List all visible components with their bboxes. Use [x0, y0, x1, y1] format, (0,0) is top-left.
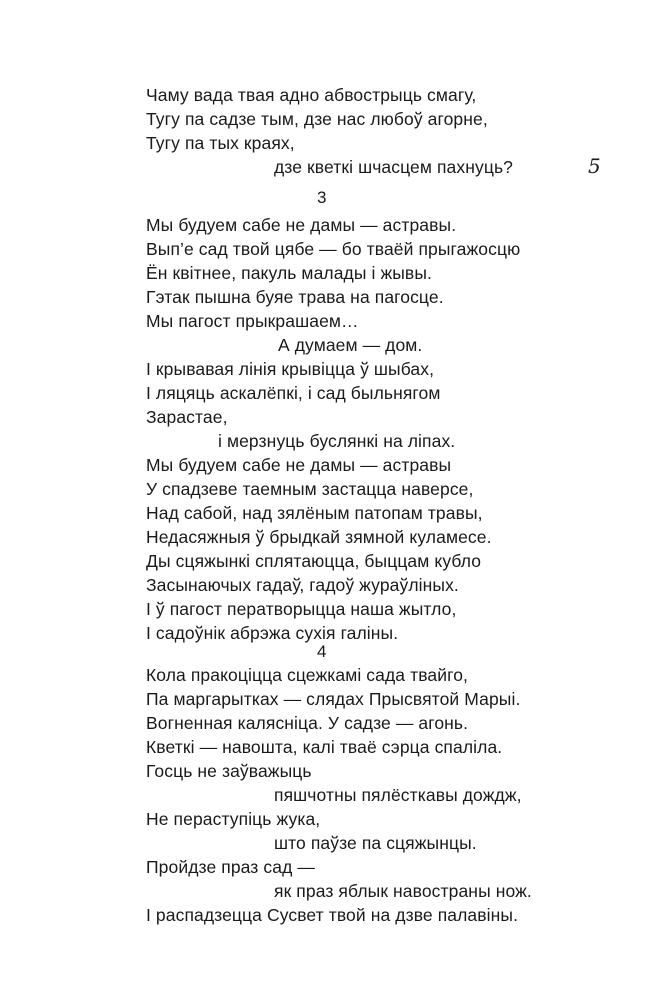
- poem-line: А думаем — дом.: [278, 335, 423, 355]
- poem-line: Засынаючых гадаў, гадоў жураўліных.: [146, 575, 459, 595]
- poem-line: І ляцяць аскалёпкі, і сад быльнягом: [146, 383, 441, 403]
- poem-line: Па маргарытках — слядах Прысвятой Марыі.: [146, 689, 521, 709]
- poem-line: Зарастае,: [146, 407, 228, 427]
- poem-line: дзе кветкі шчасцем пахнуць?: [274, 157, 514, 177]
- poem-line: Не пераступіць жука,: [146, 809, 321, 829]
- poem-line: Вып’е сад твой цябе — бо тваёй прыгажосцю: [146, 239, 521, 259]
- poem-line: Чаму вада твая адно абвострыць смагу,: [146, 85, 477, 105]
- poem-line: Пройдзе праз сад —: [146, 857, 315, 877]
- poem-line: Мы пагост прыкрашаем…: [146, 311, 359, 331]
- poem-line: Гэтак пышна буяе трава на пагосце.: [146, 287, 444, 307]
- poem-line: І садоўнік абрэжа сухія галіны.: [146, 623, 399, 643]
- poem-line: Госць не заўважыць: [146, 761, 312, 781]
- poem-line: што паўзе па сцяжынцы.: [274, 833, 477, 853]
- section-heading: 4: [317, 642, 327, 661]
- poem-line: як праз яблык навостраны нож.: [274, 881, 532, 901]
- poem-line: Тугу па тых краях,: [146, 133, 295, 153]
- poem-line: І распадзецца Сусвет твой на дзве палавіны.: [146, 905, 519, 925]
- poem-line: І крывавая лінія крывіцца ў шыбах,: [146, 359, 435, 379]
- poem-line: Кола пракоціцца сцежкамі сада твайго,: [146, 665, 469, 685]
- poem-line: Над сабой, над зялёным патопам травы,: [146, 503, 483, 523]
- poem-line: Кветкі — навошта, калі тваё сэрца спаліла.: [146, 737, 503, 757]
- poem-line: і мерзнуць буслянкі на ліпах.: [218, 431, 456, 451]
- section-heading: 3: [317, 188, 327, 207]
- page-number: 5: [588, 154, 601, 178]
- poem-line: Тугу па садзе тым, дзе нас любоў агорне,: [146, 109, 488, 129]
- poem-line: пяшчотны пялёсткавы дождж,: [274, 785, 522, 805]
- poem-line: Мы будуем сабе не дамы — астравы.: [146, 215, 457, 235]
- poem-line: Вогненная калясніца. У садзе — агонь.: [146, 713, 469, 733]
- poem-line: Ён квітнее, пакуль малады і жывы.: [146, 263, 432, 283]
- poem-line: Недасяжныя ў брыдкай зямной куламесе.: [146, 527, 492, 547]
- poem-line: Мы будуем сабе не дамы — астравы: [146, 455, 452, 475]
- poem-line: У спадзеве таемным застацца наверсе,: [146, 479, 474, 499]
- poem-line: Ды сцяжынкі сплятаюцца, быццам кубло: [146, 551, 482, 571]
- poem-line: І ў пагост ператворыцца наша жытло,: [146, 599, 457, 619]
